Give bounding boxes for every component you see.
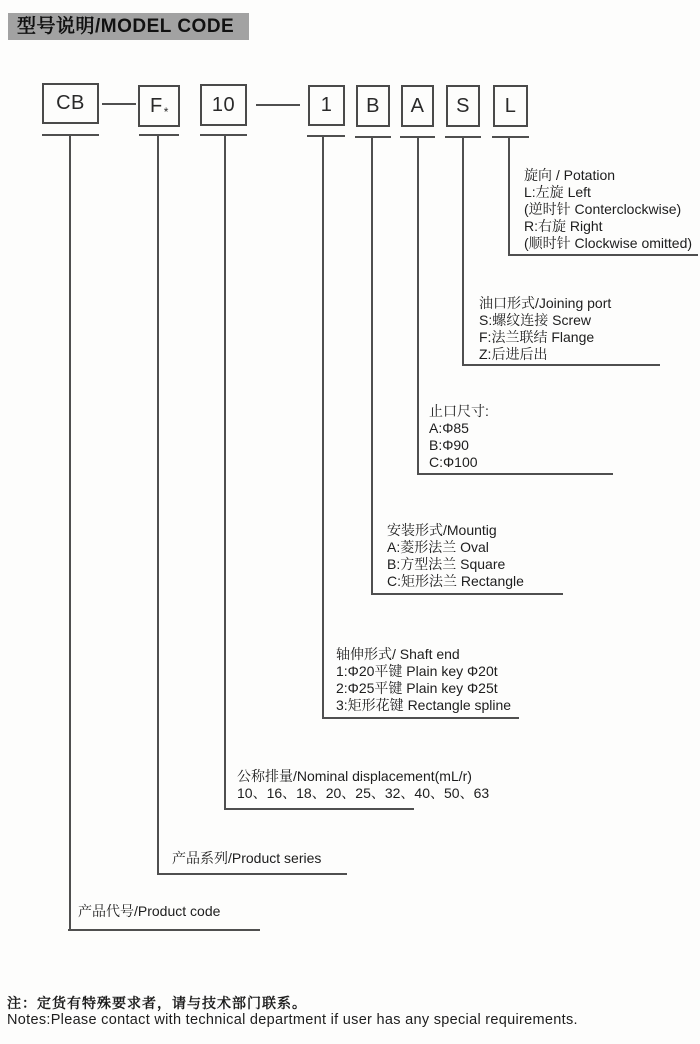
leader-vline-a [417,136,419,475]
annotation-line: Z:后进后出 [479,346,548,362]
box-label-f-asterisk: * [163,105,169,119]
box-label-cb: CB [56,92,85,114]
leader-underline-series [157,873,347,875]
footer-notes [7,995,578,1029]
box-label-b: B [366,94,380,117]
annotation-line: 产品代号/Product code [78,903,221,919]
tbar-f [139,134,179,136]
model-code-box-a [401,85,434,127]
page-title: 型号说明/MODEL CODE [8,13,249,40]
annotation-line: 3:矩形花键 Rectangle spline [336,697,512,713]
footer-note-zh: 注：定货有特殊要求者，请与技术部门联系。 [7,995,307,1011]
annotation-shaft-end [336,646,511,714]
connector-dash-cb-f [102,103,136,105]
annotation-mounting [387,522,524,590]
model-code-box-f [138,85,180,127]
box-label-a: A [410,94,425,117]
annotation-line: A:Φ85 [429,420,469,436]
leader-vline-cb [69,134,71,931]
leader-underline-mounting [371,593,563,595]
annotation-product-code [78,903,220,920]
annotation-line: 1:Φ20平键 Plain key Φ20t [336,663,498,679]
annotation-line: (逆时针 Conterclockwise) [524,201,682,217]
annotation-rotation [524,167,692,252]
annotation-displacement [237,768,489,802]
annotation-line: B:Φ90 [429,437,469,453]
annotation-line: 旋向 / Potation [524,167,616,183]
annotation-line: F:法兰联结 Flange [479,329,595,345]
annotation-line: 轴伸形式/ Shaft end [336,646,460,662]
annotation-line: 油口形式/Joining port [479,295,612,311]
model-code-box-b [356,85,390,127]
leader-underline-displacement [224,808,414,810]
annotation-line: 公称排量/Nominal displacement(mL/r) [237,768,472,784]
annotation-line: 2:Φ25平键 Plain key Φ25t [336,680,498,696]
leader-vline-f [157,134,159,875]
annotation-line: C:矩形法兰 Rectangle [387,573,524,589]
leader-underline-code [68,929,260,931]
leader-underline-port [462,364,660,366]
annotation-line: A:菱形法兰 Oval [387,539,489,555]
leader-vline-s [462,136,464,366]
model-code-box-s [446,85,480,127]
box-label-s: S [456,94,470,117]
leader-underline-spigot [417,473,613,475]
annotation-spigot-size [429,403,489,471]
box-label-10: 10 [211,93,236,116]
leader-vline-b [371,136,373,595]
annotation-product-series [172,850,321,867]
leader-underline-rotation [508,254,698,256]
box-label-l: L [504,94,517,117]
annotation-line: 安装形式/Mountig [387,522,497,538]
connector-dash-10-1 [256,104,300,106]
annotation-line: C:Φ100 [429,454,478,470]
leader-vline-1 [322,135,324,719]
tbar-1 [307,135,345,137]
tbar-b [355,136,391,138]
model-code-box-l [493,85,528,127]
tbar-l [492,136,529,138]
annotation-line: 产品系列/Product series [172,850,322,866]
model-code-box-1 [308,85,345,126]
annotation-line: S:螺纹连接 Screw [479,312,592,328]
box-label-1: 1 [320,94,333,116]
model-code-box-cb [42,83,99,124]
annotation-line: (顺时针 Clockwise omitted) [524,235,693,251]
leader-vline-l [508,136,510,256]
annotation-line: L:左旋 Left [524,184,591,200]
annotation-joining-port [479,295,611,363]
annotation-line: 止口尺寸: [429,403,489,419]
box-label-f: F [150,94,163,117]
leader-vline-10 [224,134,226,810]
footer-note-en: Notes:Please contact with technical department if user has any special requirements. [7,1012,578,1028]
model-code-box-10 [200,84,247,126]
annotation-line: 10、16、18、20、25、32、40、50、63 [237,785,490,801]
annotation-line: R:右旋 Right [524,218,603,234]
leader-underline-shaft [322,717,519,719]
annotation-line: B:方型法兰 Square [387,556,506,572]
